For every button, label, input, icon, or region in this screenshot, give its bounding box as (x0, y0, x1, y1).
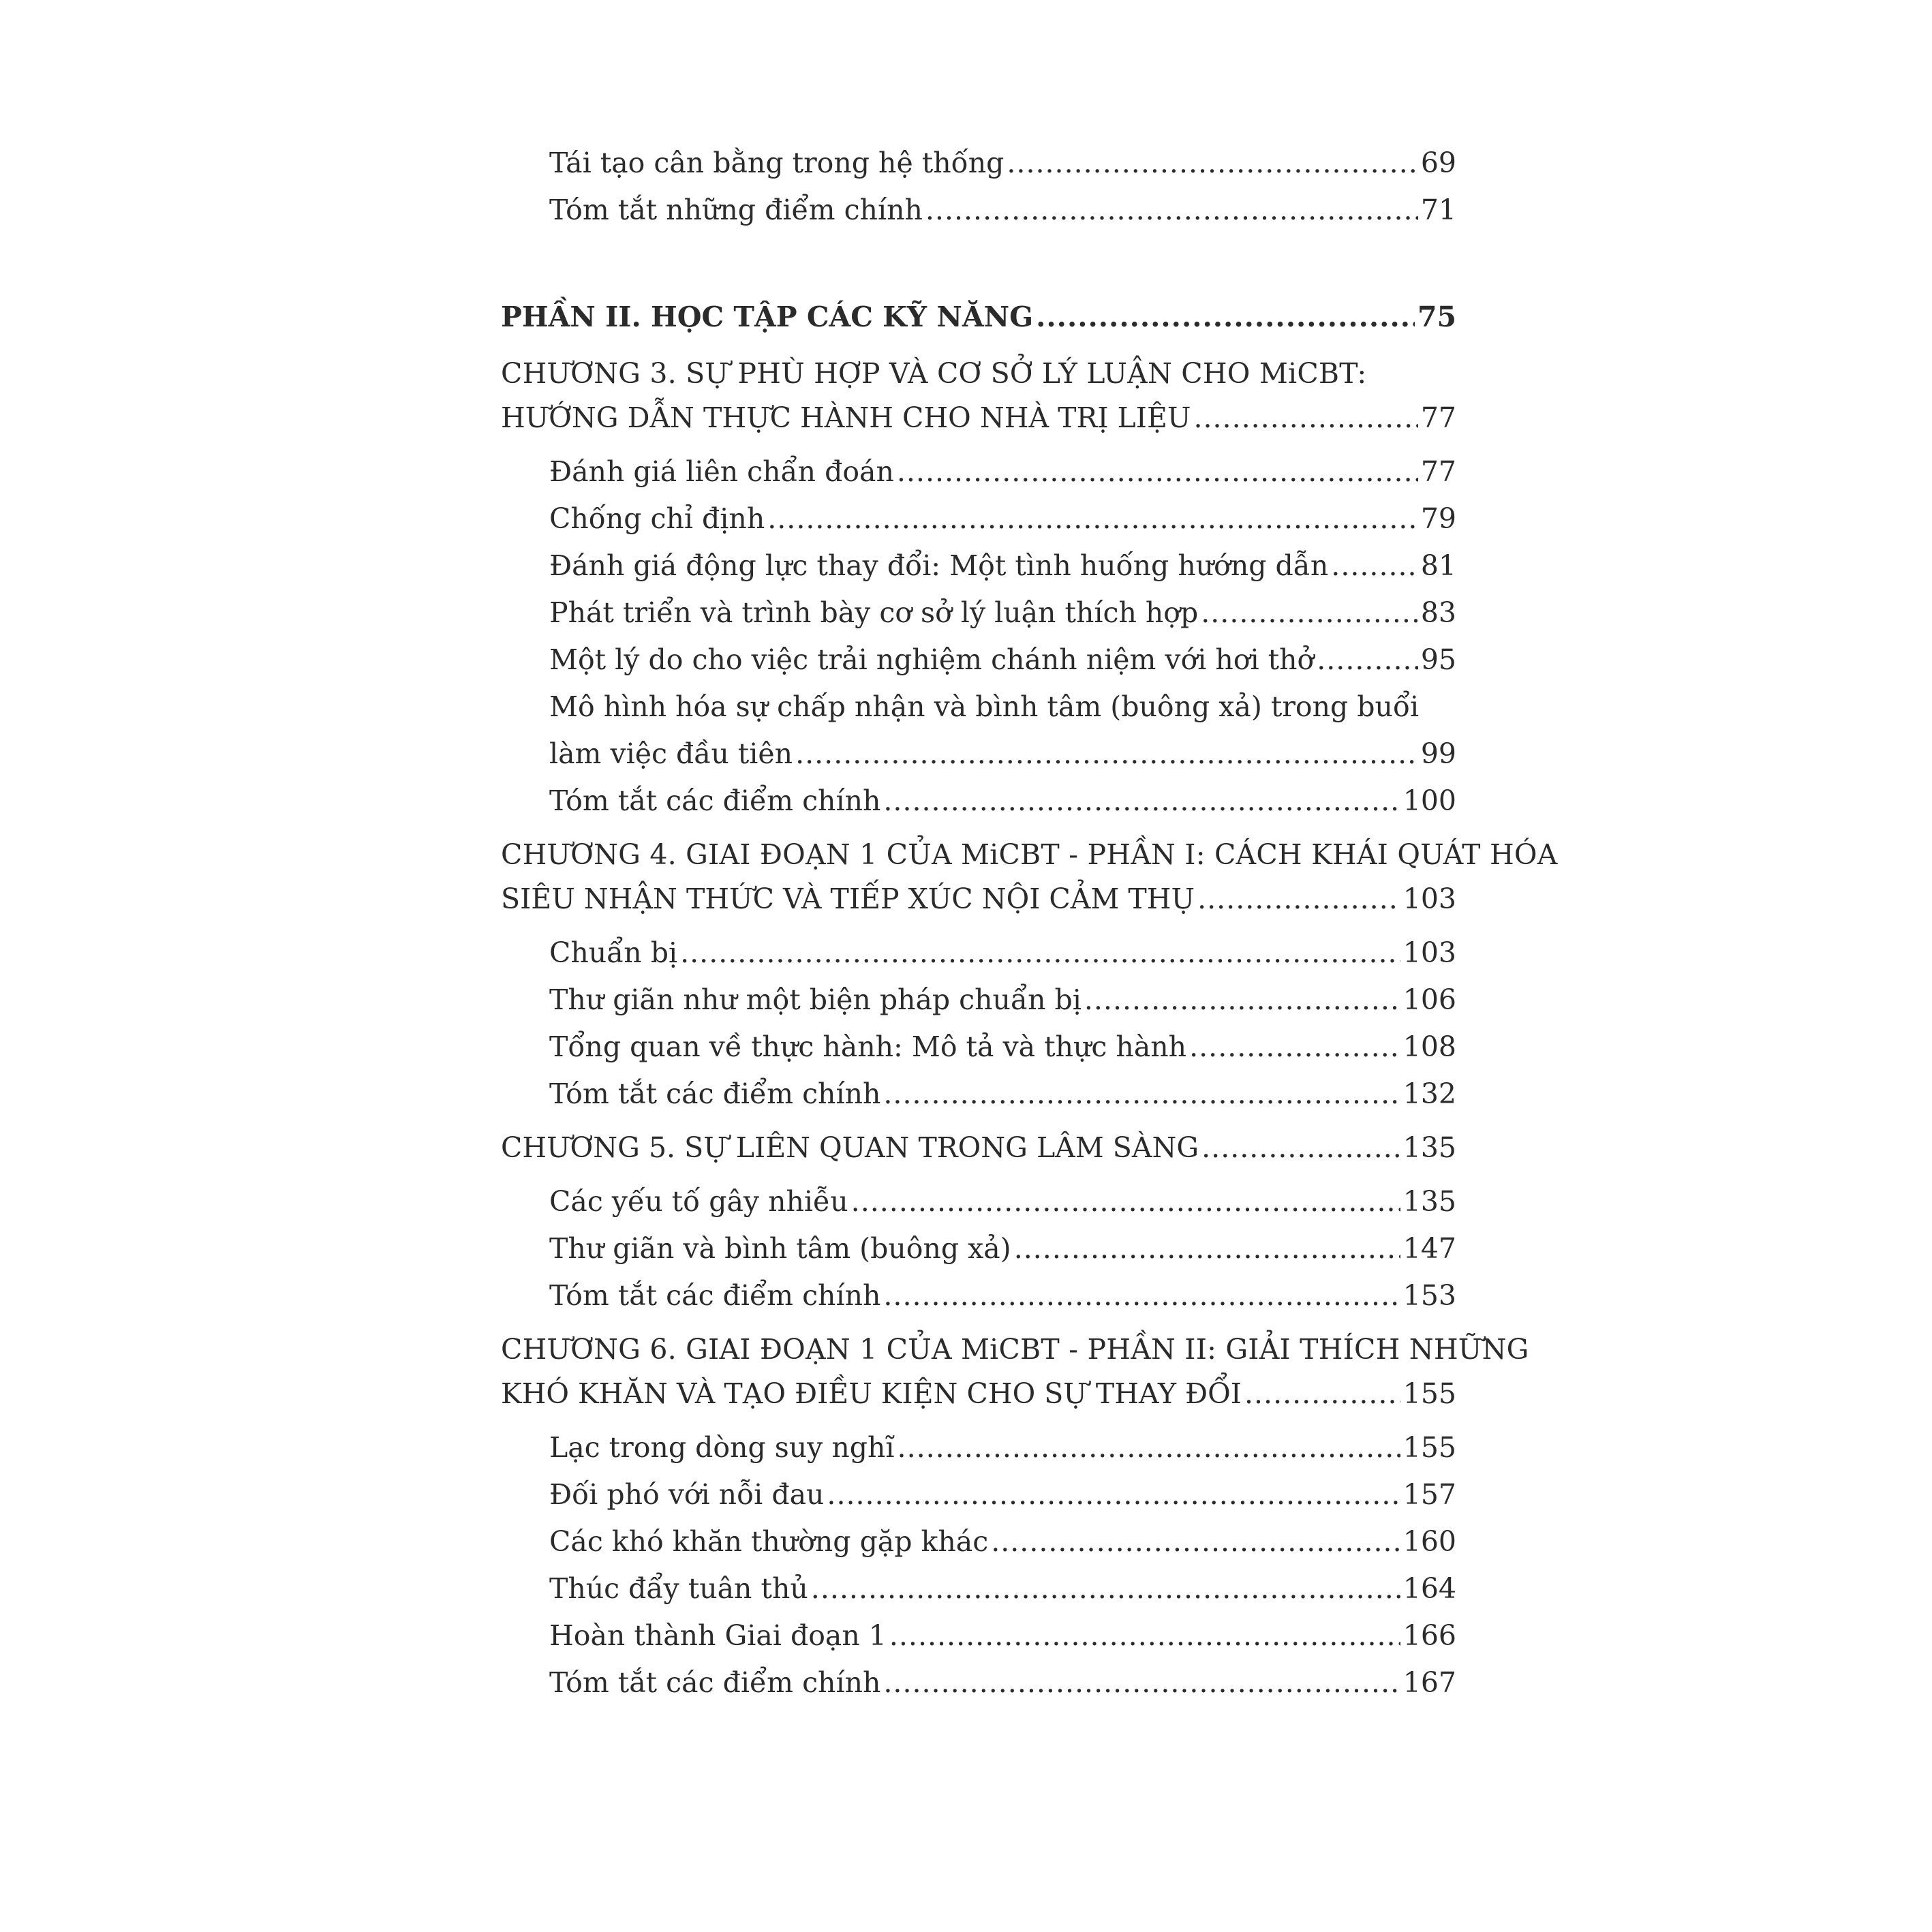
toc-chapter (501, 352, 1456, 440)
toc-entry (501, 1471, 1456, 1518)
dot-leader (680, 930, 1400, 977)
toc-entry-page: 81 (1420, 549, 1456, 582)
toc-entry (501, 1024, 1456, 1071)
toc-entry (501, 1424, 1456, 1471)
chapter-title-line (501, 1126, 1456, 1170)
toc-chapter (501, 1126, 1456, 1170)
toc-entry (501, 589, 1456, 637)
chapter-title: KHÓ KHĂN VÀ TẠO ĐIỀU KIỆN CHO SỰ THAY ĐỔI (501, 1377, 1242, 1410)
toc-entry-title-line1: Mô hình hóa sự chấp nhận và bình tâm (buông xả) trong buổi (549, 690, 1420, 723)
dot-leader (1197, 877, 1400, 921)
chapter-page: 103 (1402, 883, 1456, 915)
toc-entry-title: Chống chỉ định (549, 502, 765, 535)
chapter-page: 135 (1402, 1131, 1456, 1164)
toc-entry (501, 1565, 1456, 1612)
toc-entry (501, 187, 1456, 234)
toc-entry-page: 95 (1420, 643, 1456, 676)
toc-entry (501, 778, 1456, 825)
toc-entry-page: 166 (1402, 1619, 1456, 1652)
dot-leader (827, 1471, 1400, 1518)
toc-entry-page: 155 (1402, 1431, 1456, 1464)
table-of-contents (501, 140, 1558, 1706)
toc-entry-page: 160 (1402, 1525, 1456, 1558)
dot-leader (1317, 637, 1418, 684)
dot-leader (811, 1565, 1400, 1612)
part-page: 75 (1417, 301, 1456, 333)
dot-leader (897, 448, 1418, 495)
toc-entry (501, 1178, 1456, 1225)
dot-leader (883, 1071, 1400, 1118)
toc-entry-title: Tóm tắt các điểm chính (549, 1077, 881, 1110)
toc-entry-title: Tổng quan về thực hành: Mô tả và thực hành (549, 1030, 1187, 1063)
dot-leader (1084, 977, 1400, 1024)
dot-leader (1201, 589, 1418, 637)
dot-leader (1189, 1024, 1400, 1071)
toc-entry-title: Thúc đẩy tuân thủ (549, 1572, 808, 1605)
toc-entry-title: Các khó khăn thường gặp khác (549, 1525, 989, 1558)
dot-leader (1014, 1225, 1400, 1272)
toc-entry (501, 448, 1456, 495)
toc-entry-page: 100 (1402, 784, 1456, 817)
toc-entry-page: 77 (1420, 455, 1456, 488)
chapter-page: 77 (1420, 401, 1456, 434)
toc-entry-multiline (501, 684, 1456, 731)
toc-entry-title: làm việc đầu tiên (549, 737, 793, 770)
toc-entry-page: 103 (1402, 936, 1456, 969)
toc-entry-page: 99 (1420, 737, 1456, 770)
toc-entry (501, 140, 1456, 187)
toc-entry (501, 1272, 1456, 1319)
toc-entry-title: Hoàn thành Giai đoạn 1 (549, 1619, 887, 1652)
toc-entry-page: 135 (1402, 1185, 1456, 1218)
toc-entry-title: Tóm tắt các điểm chính (549, 1666, 881, 1699)
toc-entry-page: 71 (1420, 194, 1456, 226)
toc-entry (501, 1225, 1456, 1272)
chapter-title: SIÊU NHẬN THỨC VÀ TIẾP XÚC NỘI CẢM THỤ (501, 883, 1195, 915)
toc-entry-title: Đối phó với nỗi đau (549, 1478, 825, 1511)
toc-chapter (501, 1328, 1529, 1416)
toc-entry-title: Đánh giá động lực thay đổi: Một tình huống hướng dẫn (549, 549, 1329, 582)
toc-entry-title: Tóm tắt các điểm chính (549, 784, 881, 817)
toc-entry-page: 157 (1402, 1478, 1456, 1511)
toc-entry-page: 69 (1420, 147, 1456, 179)
chapter-title: HƯỚNG DẪN THỰC HÀNH CHO NHÀ TRỊ LIỆU (501, 401, 1191, 434)
chapter-title-line1: CHƯƠNG 6. GIAI ĐOẠN 1 CỦA MiCBT - PHẦN II: GIẢI THÍCH NHỮNG (501, 1333, 1529, 1366)
chapter-title-line1: CHƯƠNG 3. SỰ PHÙ HỢP VÀ CƠ SỞ LÝ LUẬN CHO MiCBT: (501, 357, 1367, 390)
dot-leader (1331, 542, 1418, 589)
toc-entry-title: Tái tạo cân bằng trong hệ thống (549, 147, 1005, 179)
chapter-title-line2 (501, 877, 1456, 921)
dot-leader (1007, 140, 1417, 187)
toc-entry (501, 637, 1456, 684)
toc-entry-title: Một lý do cho việc trải nghiệm chánh niệm với hơi thở (549, 643, 1315, 676)
toc-part-heading (501, 294, 1456, 341)
dot-leader (925, 187, 1418, 234)
dot-leader (795, 731, 1418, 778)
toc-entry-title: Phát triển và trình bày cơ sở lý luận thích hợp (549, 596, 1199, 629)
chapter-title: CHƯƠNG 5. SỰ LIÊN QUAN TRONG LÂM SÀNG (501, 1131, 1199, 1164)
toc-entry-title: Chuẩn bị (549, 936, 678, 969)
chapter-title-line1: CHƯƠNG 4. GIAI ĐOẠN 1 CỦA MiCBT - PHẦN I: CÁCH KHÁI QUÁT HÓA (501, 838, 1558, 871)
dot-leader (1244, 1372, 1400, 1416)
toc-entry-page: 167 (1402, 1666, 1456, 1699)
toc-entry (501, 1071, 1456, 1118)
dot-leader (1193, 396, 1417, 440)
dot-leader (767, 495, 1418, 542)
toc-entry (501, 1518, 1456, 1565)
toc-chapter (501, 833, 1558, 921)
toc-entry-page: 132 (1402, 1077, 1456, 1110)
toc-entry-title: Thư giãn như một biện pháp chuẩn bị (549, 983, 1082, 1016)
dot-leader (991, 1518, 1400, 1565)
dot-leader (883, 1272, 1400, 1319)
dot-leader (889, 1612, 1400, 1659)
part-title: PHẦN II. HỌC TẬP CÁC KỸ NĂNG (501, 301, 1034, 333)
toc-entry (501, 495, 1456, 542)
toc-entry-page: 153 (1402, 1279, 1456, 1312)
chapter-title-line2 (501, 1372, 1456, 1416)
toc-entry-page: 147 (1402, 1232, 1456, 1265)
toc-entry-title: Tóm tắt các điểm chính (549, 1279, 881, 1312)
toc-entry-title: Thư giãn và bình tâm (buông xả) (549, 1232, 1011, 1265)
dot-leader (898, 1424, 1400, 1471)
toc-entry-title: Đánh giá liên chẩn đoán (549, 455, 894, 488)
toc-entry-page: 79 (1420, 502, 1456, 535)
toc-entry (501, 542, 1456, 589)
chapter-title-line2 (501, 396, 1456, 440)
toc-entry-page: 164 (1402, 1572, 1456, 1605)
toc-entry (501, 731, 1456, 778)
dot-leader (1036, 294, 1415, 341)
toc-entry-title: Lạc trong dòng suy nghĩ (549, 1431, 895, 1464)
dot-leader (883, 778, 1400, 825)
dot-leader (851, 1178, 1400, 1225)
toc-entry (501, 977, 1456, 1024)
toc-entry (501, 1659, 1456, 1706)
toc-entry (501, 1612, 1456, 1659)
toc-entry-title: Các yếu tố gây nhiễu (549, 1185, 848, 1218)
chapter-page: 155 (1402, 1377, 1456, 1410)
dot-leader (883, 1659, 1400, 1706)
toc-entry (501, 930, 1456, 977)
dot-leader (1201, 1126, 1400, 1170)
toc-entry-page: 108 (1402, 1030, 1456, 1063)
toc-entry-page: 83 (1420, 596, 1456, 629)
toc-entry-page: 106 (1402, 983, 1456, 1016)
toc-entry-title: Tóm tắt những điểm chính (549, 194, 923, 226)
